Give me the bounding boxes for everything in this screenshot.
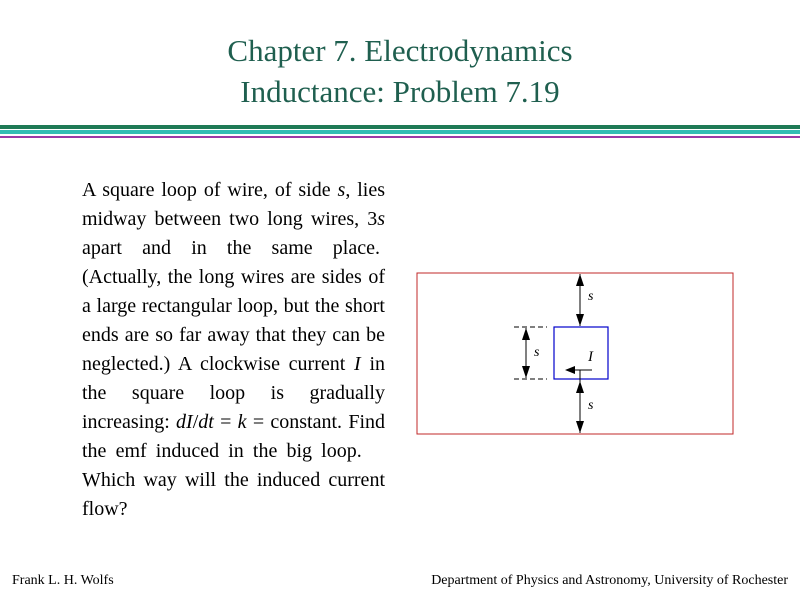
footer-author: Frank L. H. Wolfs (12, 573, 114, 588)
square-loop (554, 327, 608, 379)
left-dimension-label: s (534, 345, 540, 360)
title-line-1: Chapter 7. Electrodynamics (227, 33, 573, 68)
footer-department: Department of Physics and Astronomy, University of Rochester (431, 573, 788, 588)
top-dimension-label: s (588, 289, 594, 304)
title-line-2: Inductance: Problem 7.19 (240, 74, 560, 109)
large-rectangular-loop (417, 273, 733, 434)
top-dimension-arrow (576, 274, 584, 326)
bottom-dimension-label: s (588, 398, 594, 413)
bottom-dimension-arrow (576, 381, 584, 433)
problem-statement: A square loop of wire, of side s, lies midway between two long wires, 3s apart and in the same place. (Actually, the long wires are sides of a large rectangular loop, but the short ends are so far away that they can be neglected.) A clockwise current I in the square loop is gradually increasing: dI/dt = k = constant. Find the emf induced in the big loop. Which way will the induced current flow? (82, 179, 386, 520)
left-dimension-arrow (514, 327, 547, 379)
current-label: I (588, 349, 593, 365)
